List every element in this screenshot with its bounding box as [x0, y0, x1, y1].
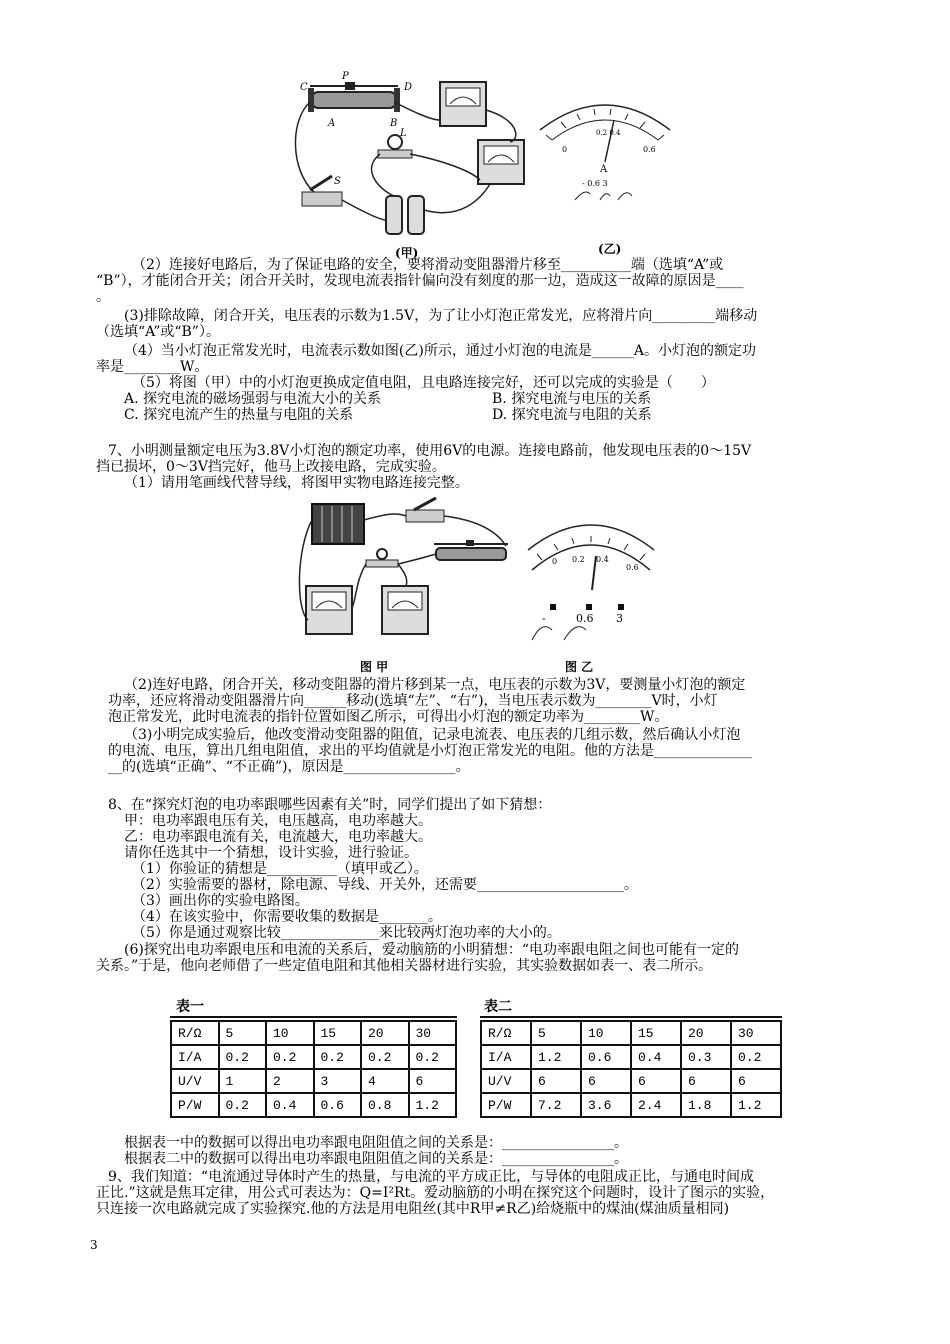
table-row-header: P/W	[481, 1093, 531, 1117]
table-row	[481, 1021, 781, 1045]
q6-line: 。	[96, 289, 110, 305]
table-cell: 2.4	[631, 1093, 681, 1117]
q7-line: 7、小明测量额定电压为3.8V小灯泡的额定功率，使用6V的电源。连接电路前，他发现电压表的0～15V	[108, 443, 752, 459]
table-cell: 10	[581, 1021, 631, 1045]
q6-option-c: C. 探究电流产生的热量与电阻的关系	[124, 407, 354, 423]
table-cell: 0.2	[314, 1045, 362, 1069]
q7-line: __的(选填“正确”、“不正确”)，原因是________________。	[108, 759, 470, 775]
q8-conclusion: 根据表二中的数据可以得出电功率跟电阻阻值之间的关系是：________________。	[124, 1151, 628, 1167]
table-cell: 6	[409, 1069, 457, 1093]
table2-title: 表二	[484, 999, 512, 1015]
q7-line: （1）请用笔画线代替导线，将图甲实物电路连接完整。	[124, 475, 469, 491]
table-row-header: U/V	[481, 1069, 531, 1093]
table-row-header: R/Ω	[481, 1021, 531, 1045]
table-cell: 0.2	[409, 1045, 457, 1069]
table-cell: 0.2	[266, 1045, 314, 1069]
svg-text:A: A	[600, 164, 608, 175]
q8-line: 甲：电功率跟电压有关，电压越高，电功率越大。	[124, 813, 432, 829]
svg-text:S: S	[334, 176, 341, 187]
q7-line: 功率，还应将滑动变阻器滑片向______移动(选填“左”、“右”)，当电压表示数为________V时，小灯	[108, 693, 718, 709]
q7-line: 的电流、电压，算出几组电阻值，求出的平均值就是小灯泡正常发光的电阻。他的方法是______________	[108, 743, 752, 759]
svg-text:L: L	[400, 128, 407, 139]
q8-line: （5）你是通过观察比较______________来比较两灯泡功率的大小的。	[132, 925, 561, 941]
circuit-figure-2	[296, 490, 666, 650]
table-cell: 5	[219, 1021, 267, 1045]
table-cell: 0.8	[361, 1093, 409, 1117]
svg-text:0: 0	[552, 557, 558, 566]
q6-line: 率是________W。	[96, 359, 209, 375]
table-cell: 6	[581, 1069, 631, 1093]
table-cell: 6	[531, 1069, 581, 1093]
q7-line: （3)小明完成实验后，他改变滑动变阻器的阻值，记录电流表、电压表的几组示数，然后确认小灯泡	[124, 727, 741, 743]
page-number: 3	[90, 1238, 98, 1252]
table-cell: 1	[219, 1069, 267, 1093]
table-cell: 0.6	[581, 1045, 631, 1069]
table1	[170, 1020, 457, 1118]
table-cell: 5	[531, 1021, 581, 1045]
svg-text:0.6: 0.6	[576, 612, 594, 625]
q6-option-d: D. 探究电流与电阻的关系	[492, 407, 652, 423]
q8-line: 关系。”于是，他向老师借了一些定值电阻和其他相关器材进行实验，其实验数据如表一、表二所示。	[96, 958, 713, 974]
table-row	[481, 1045, 781, 1069]
svg-text:0.6: 0.6	[643, 145, 656, 154]
q8-line: （2）实验需要的器材，除电源、导线、开关外，还需要_____________________。	[132, 877, 638, 893]
table-cell: 15	[314, 1021, 362, 1045]
q6-line: “B”），才能闭合开关；闭合开关时，发现电流表指针偏向没有刻度的那一边，造成这一故障的原因是____	[96, 273, 744, 289]
q8-line: （4）在该实验中，你需要收集的数据是_______。	[132, 909, 442, 925]
table-cell: 0.2	[219, 1093, 267, 1117]
table-row-header: I/A	[171, 1045, 219, 1069]
q7-line: （2)连好电路，闭合开关，移动变阻器的滑片移到某一点，电压表的示数为3V，要测量小灯泡的额定	[124, 677, 746, 693]
table-row	[481, 1093, 781, 1117]
q8-line: （3）画出你的实验电路图。	[132, 893, 309, 909]
table-row	[171, 1093, 456, 1117]
table-cell: 10	[266, 1021, 314, 1045]
table-cell: 3.6	[581, 1093, 631, 1117]
table-row	[171, 1021, 456, 1045]
table2-top-rule	[480, 1016, 782, 1018]
table-cell: 20	[681, 1021, 731, 1045]
figure-caption: (乙)	[598, 242, 622, 256]
table-cell: 0.2	[731, 1045, 781, 1069]
svg-text:-: -	[542, 612, 546, 625]
table-cell: 15	[631, 1021, 681, 1045]
table-cell: 1.2	[409, 1093, 457, 1117]
svg-text:A: A	[328, 118, 336, 129]
q9-line: 只连接一次电路就完成了实验探究.他的方法是用电阻丝(其中R甲≠R乙)给烧瓶中的煤油(煤油质量相同)	[96, 1201, 730, 1217]
svg-text:0.6: 0.6	[626, 563, 639, 572]
table-cell: 6	[681, 1069, 731, 1093]
q8-line: (6)探究出电功率跟电压和电流的关系后，爱动脑筋的小明猜想：“电功率跟电阻之间也可能有一定的	[124, 942, 739, 958]
q8-line: 8、在“探究灯泡的电功率跟哪些因素有关”时，同学们提出了如下猜想：	[108, 797, 552, 813]
q6-line: （2）连接好电路后，为了保证电路的安全，要将滑动变阻器滑片移至__________端（选填“A”或	[132, 257, 724, 273]
q6-option-b: B. 探究电流与电压的关系	[492, 391, 652, 407]
svg-text:B: B	[390, 118, 398, 129]
table-cell: 0.6	[314, 1093, 362, 1117]
table-cell: 0.2	[219, 1045, 267, 1069]
q7-line: 挡已损坏，0～3V挡完好，他马上改接电路，完成实验。	[96, 459, 446, 475]
svg-text:0: 0	[562, 145, 568, 154]
q6-line: （5）将图（甲）中的小灯泡更换成定值电阻，且电路连接完好，还可以完成的实验是（ ）	[132, 375, 715, 391]
figure-caption: 图 乙	[565, 660, 594, 674]
q8-line: （1）你验证的猜想是__________（填甲或乙）。	[132, 861, 428, 877]
table-cell: 30	[731, 1021, 781, 1045]
table-cell: 30	[409, 1021, 457, 1045]
table1-title: 表一	[176, 999, 204, 1015]
table-cell: 0.3	[681, 1045, 731, 1069]
svg-text:3: 3	[616, 612, 623, 625]
q9-line: 9、我们知道：“电流通过导体时产生的热量，与电流的平方成正比，与导体的电阻成正比，与通电时间成	[108, 1169, 755, 1185]
table-cell: 1.8	[681, 1093, 731, 1117]
table-cell: 1.2	[731, 1093, 781, 1117]
table-row	[171, 1069, 456, 1093]
table-row-header: U/V	[171, 1069, 219, 1093]
q9-line: 正比.”这就是焦耳定律，用公式可表达为：Q=I²Rt。爱动脑筋的小明在探究这个问题时，设计了图示的实验，	[96, 1185, 775, 1201]
q6-line: （4）当小灯泡正常发光时，电流表示数如图(乙)所示，通过小灯泡的电流是______A。小灯泡的额定功	[124, 343, 756, 359]
table-row-header: P/W	[171, 1093, 219, 1117]
q8-conclusion: 根据表一中的数据可以得出电功率跟电阻阻值之间的关系是：________________。	[124, 1135, 628, 1151]
table-cell: 2	[266, 1069, 314, 1093]
q6-line: (3)排除故障，闭合开关，电压表的示数为1.5V，为了让小灯泡正常发光，应将滑片向_________端移动	[124, 308, 758, 324]
table-cell: 20	[361, 1021, 409, 1045]
svg-text:P: P	[342, 71, 349, 82]
table-cell: 6	[731, 1069, 781, 1093]
q8-line: 请你任选其中一个猜想，设计实验，进行验证。	[124, 845, 418, 861]
figure-caption: (甲)	[395, 246, 419, 260]
svg-text:0.2 0.4: 0.2 0.4	[596, 129, 621, 137]
q8-line: 乙：电功率跟电流有关，电流越大，电功率越大。	[124, 829, 432, 845]
q6-line: （选填“A”或“B”）。	[96, 324, 220, 340]
table-cell: 3	[314, 1069, 362, 1093]
svg-text:C: C	[300, 82, 308, 93]
table2	[480, 1020, 782, 1118]
svg-text:0.4: 0.4	[596, 555, 609, 564]
q6-option-a: A. 探究电流的磁场强弱与电流大小的关系	[124, 391, 382, 407]
svg-text:D: D	[404, 82, 413, 93]
table-cell: 6	[631, 1069, 681, 1093]
table-cell: 7.2	[531, 1093, 581, 1117]
figure-caption: 图 甲	[360, 660, 389, 674]
table-cell: 0.2	[361, 1045, 409, 1069]
table-cell: 4	[361, 1069, 409, 1093]
table-cell: 1.2	[531, 1045, 581, 1069]
table-row	[171, 1045, 456, 1069]
table-cell: 0.4	[631, 1045, 681, 1069]
table-row	[481, 1069, 781, 1093]
circuit-figure-1	[290, 71, 670, 255]
table-row-header: R/Ω	[171, 1021, 219, 1045]
svg-text:0.2: 0.2	[572, 555, 585, 564]
table1-top-rule	[170, 1016, 457, 1018]
table-cell: 0.4	[266, 1093, 314, 1117]
q7-line: 泡正常发光，此时电流表的指针位置如图乙所示，可得出小灯泡的额定功率为________W。	[108, 709, 669, 725]
table-row-header: I/A	[481, 1045, 531, 1069]
svg-text:- 0.6 3: - 0.6 3	[582, 179, 608, 188]
